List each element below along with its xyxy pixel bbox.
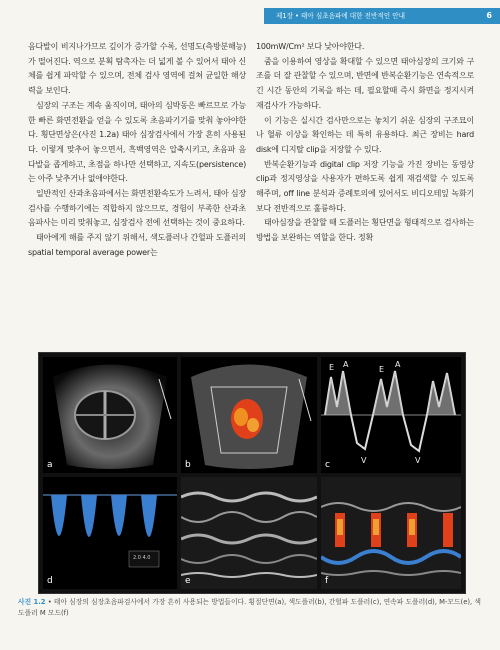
panel-label-e: e — [185, 576, 191, 586]
right-paragraph-4: 반복순환기능과 digital clip 저장 기능을 가진 장비는 동영상 clip과 정지영상을 사용자가 편하도록 쉽게 재검색할 수 있도록 해주며, off line 분석과 증례토의에 있어서도 비디오테잎 녹화기보다 전반적으로 훌륭하다. — [256, 159, 474, 213]
panel-label-c: c — [325, 460, 330, 470]
m-mode-trace — [181, 477, 317, 589]
panel-f-color-m-mode — [321, 477, 461, 589]
right-paragraph-2: 줌을 이용하여 영상을 확대할 수 있으면 태아심장의 크기와 구조를 더 잘 관찰할 수 있으며, 반면에 반복순환기능은 연속적으로 긴 시간 동안의 기록을 하는 데, 필요할때 즉시 화면을 정지시켜 재검사가 가능하다. — [256, 56, 474, 110]
panel-a-four-chamber — [43, 357, 177, 473]
pw-doppler-trace — [321, 357, 461, 473]
sector-image-b — [181, 357, 317, 473]
panel-c-pulsed-doppler — [321, 357, 461, 473]
panel-label-a: a — [47, 460, 53, 470]
sector-image-a — [43, 357, 177, 473]
left-paragraph-2: 심장의 구조는 계속 움직이며, 태아의 심박동은 빠르므로 가능한 빠른 화면전환을 얻을 수 있도록 초음파기기를 맞춰 놓아야한다. 횡단면상은(사진 1.2a) 태아 심장검사에서 가장 흔히 사용된다. 이렇게 맞추어 놓으면서, 흑백영역은 압축시키고, 초음파 음다발을 좁게하고, 초점을 하나만 선택하고, 지속도(persistence)는 아주 낮추거나 없애야한다. — [28, 100, 246, 184]
right-text-column — [256, 40, 474, 246]
doppler-label-a2: A — [395, 360, 401, 369]
panel-label-b: b — [185, 460, 191, 470]
panel-b-color-doppler — [181, 357, 317, 473]
doppler-label-a1: A — [343, 360, 349, 369]
left-text-column — [28, 40, 246, 261]
scale-note: 2.0 4.0 — [133, 555, 151, 561]
right-paragraph-1: 100mW/Cm² 보다 낮아야한다. — [256, 42, 365, 51]
caption-text: • 태아 심장의 심장초음파검사에서 가장 흔히 사용되는 방법들이다. 횡절단면(a), 색도플러(b), 간헐파 도플러(c), 연속파 도플러(d), M-모드(e), 색도플러 M 모드(f) — [18, 598, 481, 617]
right-paragraph-3: 이 기능은 실시간 검사만으로는 놓치기 쉬운 심장의 구조묘이나 혈류 이상을 확인하는 데 특히 유용하다. 최근 장비는 hard disk에 디지탈 clip을 저장할 수 있다. — [256, 115, 474, 154]
echocardiography-figure — [38, 352, 466, 594]
cw-doppler-trace — [43, 477, 177, 589]
doppler-label-e2: E — [379, 365, 385, 374]
caption-label: 사진 1.2 — [18, 598, 46, 606]
color-m-mode-trace — [321, 477, 461, 589]
doppler-label-v1: V — [361, 456, 367, 465]
page-number: 6 — [486, 11, 492, 20]
doppler-label-v2: V — [415, 456, 421, 465]
right-paragraph-5: 태아심장을 관찰할 때 도플러는 횡단면을 형태적으로 검사하는 방법을 보완하는 역할을 한다. 정확 — [256, 218, 474, 243]
chapter-header — [264, 8, 500, 24]
panel-label-f: f — [325, 576, 329, 586]
figure-caption — [18, 597, 484, 619]
left-paragraph-4: 태아에게 해를 주지 않기 위해서, 색도플러나 간헐파 도플러의 spatial temporal average power는 — [28, 233, 246, 257]
panel-d-continuous-doppler — [43, 477, 177, 589]
doppler-label-e1: E — [329, 363, 335, 372]
left-paragraph-3: 일반적인 산과초음파에서는 화면전환속도가 느려서, 태아 심장검사를 수행하기에는 적합하지 않으므로, 경험이 부족한 산과초음파사는 미리 맞춰놓고, 심장검사 전에 선택하는 것이 중요하다. — [28, 189, 246, 228]
chapter-title: 제1장 • 태아 심초음파에 대한 전반적인 안내 — [276, 12, 405, 20]
panel-e-m-mode — [181, 477, 317, 589]
left-paragraph-1: 음다발이 비지나가므로 깊이가 증가할 수록, 선명도(측방분해능)가 떨어진다. 역으로 분획 탐촉자는 더 넓게 볼 수 있어서 태아 신체를 쉽게 파악할 수 있으며, 전체 검사 영역에 걸쳐 균일한 해상력을 보인다. — [28, 42, 246, 96]
panel-label-d: d — [47, 576, 53, 586]
